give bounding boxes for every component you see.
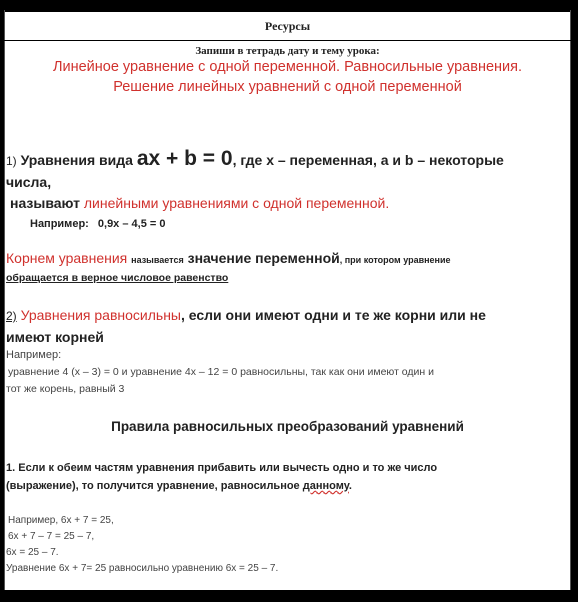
left-border [4,10,5,590]
equivalence-line-2: имеют корней [6,329,104,345]
example-3-line-2: 6х + 7 – 7 = 25 – 7, [8,531,95,542]
example-equation: 0,9х – 4,5 = 0 [97,218,166,230]
root-condition: , при котором уравнение [339,255,451,265]
definition-line-1 [6,147,504,171]
instruction-text: Запиши в тетрадь дату и тему урока: [195,45,380,57]
rule-1-text: (выражение), то получится уравнение, равносильное [6,480,300,492]
root-definition-line-1 [6,250,451,266]
example-3-line-4: Уравнение 6х + 7= 25 равносильно уравнению 6х = 25 – 7. [6,563,279,574]
definition-line-3 [10,195,389,211]
definition-lead: Уравнения вида [20,152,133,168]
topic-line-1: Линейное уравнение с одной переменной. Равносильные уравнения. [52,59,523,75]
called-text: называют [10,195,80,211]
example-2-line-1: уравнение 4 (х – 3) = 0 и уравнение 4х – 12 = 0 равносильны, так как они имеют один и [8,366,434,378]
equivalence-line-1 [6,307,486,323]
section-1-number: 1) [6,154,17,168]
definition-line-2: числа, [6,174,52,190]
rule-1-dot: . [348,480,352,492]
equivalence-rest: , если они имеют одни и те же корни или не [180,307,486,323]
root-meaning: значение переменной [187,250,340,266]
definition-after: , где х – переменная, а и b – некоторые [232,152,504,168]
example-2-line-2: тот же корень, равный 3 [6,383,125,395]
header-rule [4,40,571,41]
resources-header: Ресурсы [264,19,311,33]
root-definition-line-2: обращается в верное числовое равенство [6,272,229,284]
linear-formula: ax + b = 0 [136,147,233,170]
document-page [4,10,571,590]
topic-line-2: Решение линейных уравнений с одной переменной [113,79,462,95]
rule-1-end: данному [302,480,349,492]
rules-title: Правила равносильных преобразований уравнений [111,419,464,434]
equivalent-term: Уравнения равносильны [20,307,181,323]
example-label: Например: [30,218,89,230]
linear-equation-term: линейными уравнениями с одной переменной. [83,195,390,211]
example-3-line-3: 6х = 25 – 7. [6,547,59,558]
rule-1-line-1: 1. Если к обеим частям уравнения прибавить или вычесть одно и то же число [6,462,438,474]
root-called: называется [131,255,184,265]
example-1 [30,218,165,230]
example-3-line-1: Например, 6х + 7 = 25, [8,515,114,526]
rule-1-line-2 [6,480,352,492]
example-2-label: Например: [6,349,62,361]
top-rule [4,10,571,12]
right-border [570,10,571,590]
section-2-number: 2) [6,309,17,323]
root-term: Корнем уравнения [6,250,128,266]
